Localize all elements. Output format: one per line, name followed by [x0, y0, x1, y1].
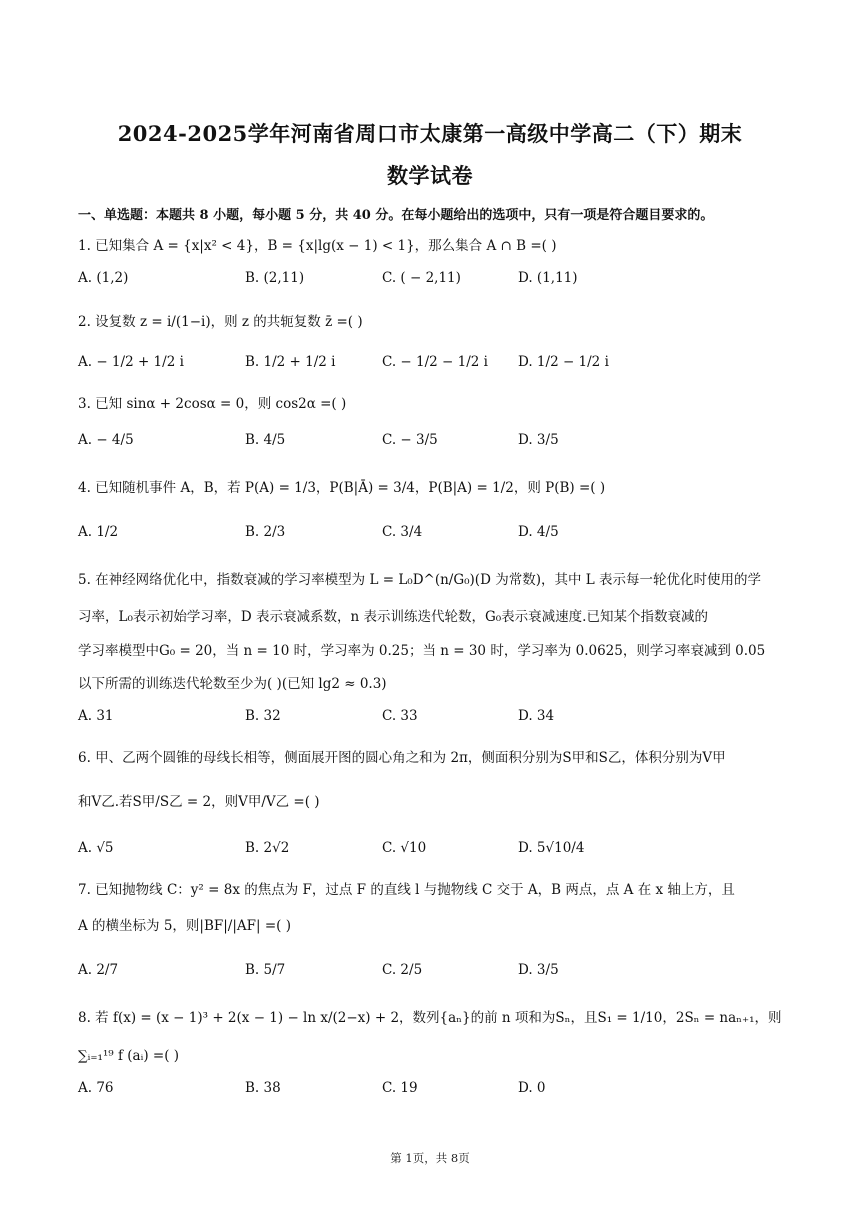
question-7-stem-line1: 7. 已知抛物线 C：y² = 8x 的焦点为 F，过点 F 的直线 l 与抛物线 C 交于 A，B 两点，点 A 在 x 轴上方，且	[78, 882, 735, 898]
exam-title-line1: 2024-2025学年河南省周口市太康第一高级中学高二（下）期末	[117, 121, 743, 146]
question-5-option-d: D. 34	[518, 708, 555, 724]
question-2-option-b: B. 1/2 + 1/2 i	[245, 354, 336, 370]
question-4-stem: 4. 已知随机事件 A，B，若 P(A) = 1/3，P(B|Ā) = 3/4，P(B|A) = 1/2，则 P(B) =( )	[78, 480, 606, 496]
question-1-option-a: A. (1,2)	[78, 270, 129, 286]
question-4-option-d: D. 4/5	[518, 524, 559, 540]
question-5-option-c: C. 33	[382, 708, 418, 724]
question-5-option-a: A. 31	[78, 708, 114, 724]
question-8-option-a: A. 76	[78, 1080, 114, 1096]
question-7-stem-line2: A 的横坐标为 5，则|BF|/|AF| =( )	[78, 918, 291, 934]
question-1-option-c: C. ( − 2,11)	[382, 270, 461, 286]
question-8-option-b: B. 38	[245, 1080, 281, 1096]
question-6-option-c: C. √10	[382, 840, 427, 856]
question-7-option-d: D. 3/5	[518, 962, 559, 978]
question-7-option-b: B. 5/7	[245, 962, 286, 978]
question-8-stem-line1: 8. 若 f(x) = (x − 1)³ + 2(x − 1) − ln x/(2−x) + 2，数列{aₙ}的前 n 项和为Sₙ，且S₁ = 1/10，2Sₙ = naₙ₊₁，则	[78, 1010, 782, 1026]
question-5-option-b: B. 32	[245, 708, 281, 724]
question-6-option-b: B. 2√2	[245, 840, 290, 856]
question-2-option-c: C. − 1/2 − 1/2 i	[382, 354, 488, 370]
question-7-option-a: A. 2/7	[78, 962, 119, 978]
question-7-option-c: C. 2/5	[382, 962, 423, 978]
question-8-option-c: C. 19	[382, 1080, 418, 1096]
question-6-stem-line1: 6. 甲、乙两个圆锥的母线长相等，侧面展开图的圆心角之和为 2π，侧面积分别为S甲和S乙，体积分别为V甲	[78, 750, 726, 766]
question-3-option-a: A. − 4/5	[78, 432, 134, 448]
question-8-stem-line2: ∑ᵢ₌₁¹⁹ f (aᵢ) =( )	[78, 1048, 180, 1064]
question-8-option-d: D. 0	[518, 1080, 546, 1096]
question-6-option-a: A. √5	[78, 840, 114, 856]
question-6-stem-line2: 和V乙.若S甲/S乙 = 2，则V甲/V乙 =( )	[78, 794, 320, 810]
question-2-option-d: D. 1/2 − 1/2 i	[518, 354, 609, 370]
question-6-option-d: D. 5√10/4	[518, 840, 585, 856]
page-footer: 第 1页，共 8页	[390, 1151, 470, 1165]
question-5-stem-line4: 以下所需的训练迭代轮数至少为( )(已知 lg2 ≈ 0.3)	[78, 676, 387, 692]
question-1-option-d: D. (1,11)	[518, 270, 578, 286]
question-2-option-a: A. − 1/2 + 1/2 i	[78, 354, 184, 370]
question-3-option-c: C. − 3/5	[382, 432, 438, 448]
question-2-stem: 2. 设复数 z = i/(1−i)，则 z 的共轭复数 z̄ =( )	[78, 314, 363, 330]
question-5-stem-line2: 习率，L₀表示初始学习率，D 表示衰减系数，n 表示训练迭代轮数，G₀表示衰减速度.已知某个指数衰减的	[78, 609, 708, 625]
question-1-option-b: B. (2,11)	[245, 270, 305, 286]
question-5-stem-line3: 学习率模型中G₀ = 20，当 n = 10 时，学习率为 0.25；当 n = 30 时，学习率为 0.0625，则学习率衰减到 0.05	[78, 643, 766, 659]
question-4-option-a: A. 1/2	[78, 524, 119, 540]
question-1-stem: 1. 已知集合 A = {x|x² < 4}，B = {x|lg(x − 1) < 1}，那么集合 A ∩ B =( )	[78, 238, 557, 254]
question-5-stem-line1: 5. 在神经网络优化中，指数衰减的学习率模型为 L = L₀D^(n/G₀)(D 为常数)，其中 L 表示每一轮优化时使用的学	[78, 572, 762, 588]
exam-title-line2: 数学试卷	[387, 163, 473, 188]
question-4-option-c: C. 3/4	[382, 524, 423, 540]
question-4-option-b: B. 2/3	[245, 524, 286, 540]
question-3-option-d: D. 3/5	[518, 432, 559, 448]
question-3-stem: 3. 已知 sinα + 2cosα = 0，则 cos2α =( )	[78, 396, 347, 412]
question-3-option-b: B. 4/5	[245, 432, 286, 448]
section-heading: 一、单选题：本题共 8 小题，每小题 5 分，共 40 分。在每小题给出的选项中，只有一项是符合题目要求的。	[78, 208, 714, 223]
